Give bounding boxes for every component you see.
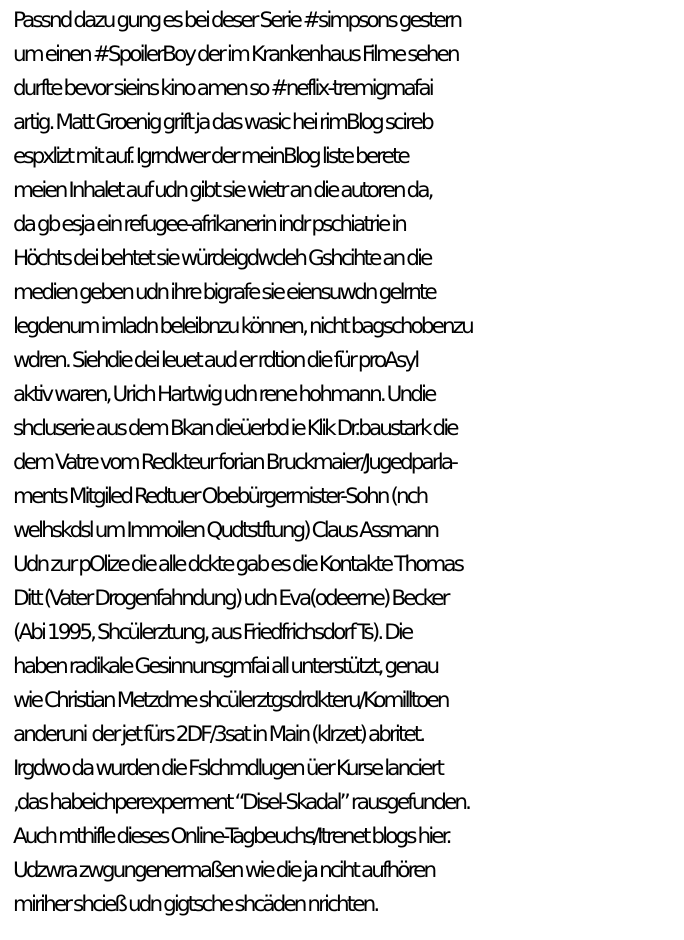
text-line: Udzwra zwgungenermaßen wie die ja nciht aufhören — [13, 858, 435, 883]
text-line: dem Vatre vom Redkteur forian Bruckmaier/Jugedparla- — [13, 450, 456, 475]
body-text — [13, 4, 681, 922]
text-line: artig. Matt Groenig grift ja das wasic hei rimBlog scireb — [13, 110, 432, 135]
text-line: Irgdwo da wurden die Fslchmdlugen üer Kurse lanciert — [13, 756, 443, 781]
text-line: ,das habeichperexperment “Disel-Skadal” rausgefunden. — [13, 790, 470, 815]
text-line: Höchts dei behtet sie würdeigdwcleh Gshcihte an die — [13, 246, 431, 271]
text-line: Passnd dazu gung es bei deser Serie #simpsons gestern — [13, 8, 461, 33]
text-line: wdren. Siehdie dei leuet aud er rdtion die für proAsyl — [13, 348, 418, 373]
text-line: miriher shcieß udn gigtsche shcäden nrichten. — [13, 892, 378, 917]
text-line: haben radikale Gesinnunsgmfai all unterstützt, genau — [13, 654, 438, 679]
text-line: durfte bevor sieins kino amen so #neflix-tremigmafai — [13, 76, 432, 101]
text-line: ments Mitgiled Redtuer Obebürgermister-Sohn (nch — [13, 484, 427, 509]
text-line: wie Christian Metzdme shcülerztgsdrdkteru/Komilltoen — [13, 688, 448, 713]
text-line: Ditt (Vater Drogenfahndung) udn Eva(odeerne) Becker — [13, 586, 448, 611]
text-line: welhskdsl um Immoilen Qudtstftung) Claus Assmann — [13, 518, 438, 543]
text-line: da gb esja ein refugee-afrikanerin indr pschiatrie in — [13, 212, 406, 237]
text-line: anderuni der jet fürs 2DF/3sat in Main (klrzet) abritet. — [13, 722, 424, 747]
text-line: Udn zur pOlize die alle dckte gab es die Kontakte Thomas — [13, 552, 463, 577]
text-line: shcluserie aus dem Bkan dieüerbd ie Klik Dr.baustark die — [13, 416, 457, 441]
text-line: meien Inhalet auf udn gibt sie wietr an die autoren da, — [13, 178, 432, 203]
text-line: aktiv waren, Urich Hartwig udn rene hohmann. Undie — [13, 382, 435, 407]
text-line: espxlizt mit auf. Igrndwer der meinBlog liste berete — [13, 144, 408, 169]
text-line: um einen #SpoilerBoy der im Krankenhaus Filme sehen — [13, 42, 458, 67]
text-line: medien geben udn ihre bigrafe sie eiensuwdn gelrnte — [13, 280, 435, 305]
text-line: (Abi 1995, Shcülerztung, aus Friedfrichsdorf Ts). Die — [13, 620, 412, 645]
text-line: legdenum imladn beleibnzu können, nicht bagschobenzu — [13, 314, 472, 339]
text-line: Auch mthifle dieses Online-Tagbeuchs/Itrenet blogs hier. — [13, 824, 450, 849]
